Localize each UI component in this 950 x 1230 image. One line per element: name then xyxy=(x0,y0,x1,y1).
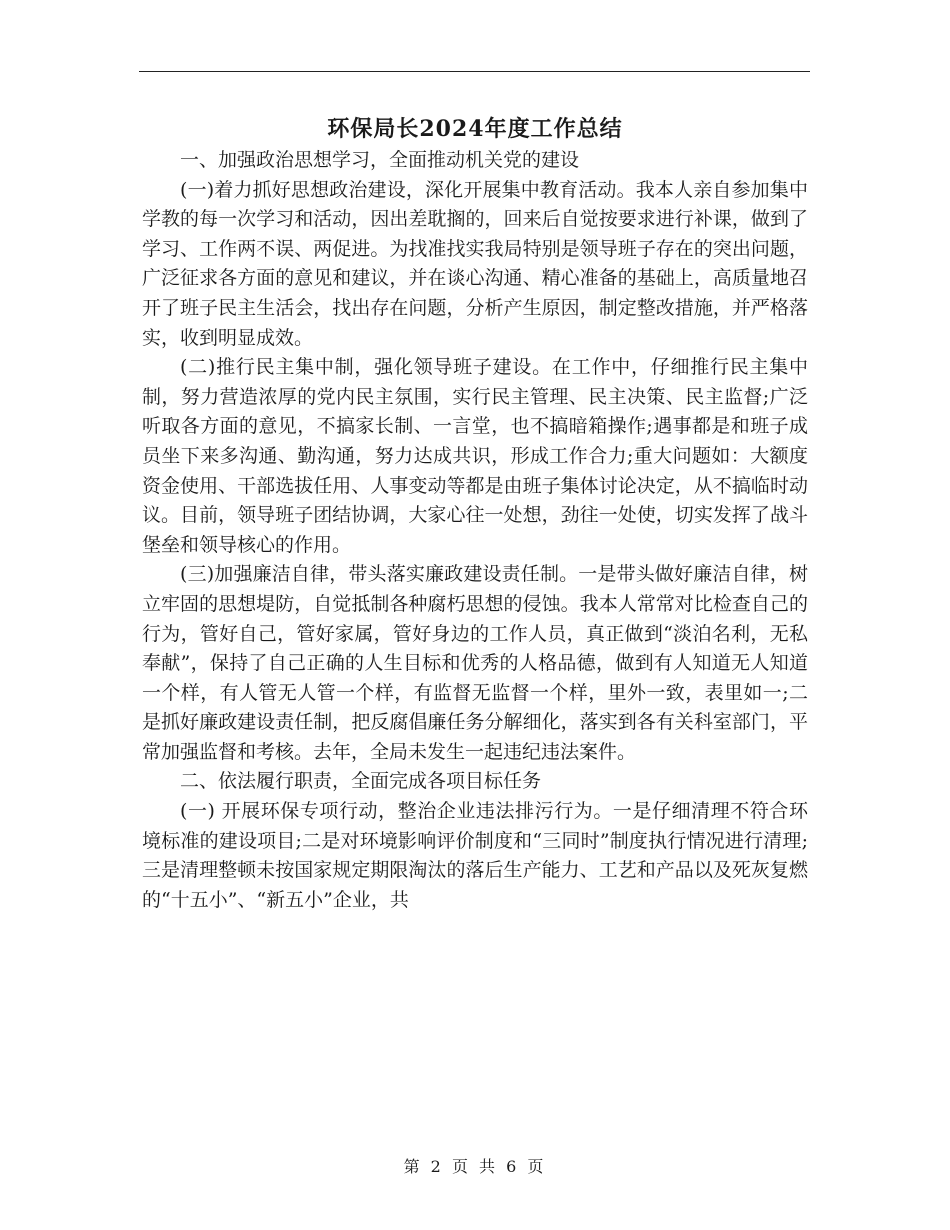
document-title: 环保局长2024年度工作总结 xyxy=(327,116,623,142)
paragraph-2-1: (一) 开展环保专项行动，整治企业违法排污行为。一是仔细清理不符合环境标准的建设项目;二是对环境影响评价制度和“三同时”制度执行情况进行清理;三是清理整顿未按国家规定期限淘汰的落后生产能力、工艺和产品以及死灰复燃的“十五小”、“新五小”企业，共 xyxy=(142,800,808,911)
paragraph-1-3: (三)加强廉洁自律，带头落实廉政建设责任制。一是带头做好廉洁自律，树立牢固的思想堤防，自觉抵制各种腐朽思想的侵蚀。我本人常常对比检查自己的行为，管好自己，管好家属，管好身边的工作人员，真正做到“淡泊名利，无私奉献”，保持了自己正确的人生目标和优秀的人格品德，做到有人知道无人知道一个样，有人管无人管一个样，有监督无监督一个样，里外一致，表里如一;二是抓好廉政建设责任制，把反腐倡廉任务分解细化，落实到各有关科室部门，平常加强监督和考核。去年，全局未发生一起违纪违法案件。 xyxy=(142,563,808,763)
paragraph-1-2: (二)推行民主集中制，强化领导班子建设。在工作中，仔细推行民主集中制，努力营造浓厚的党内民主氛围，实行民主管理、民主决策、民主监督;广泛听取各方面的意见，不搞家长制、一言堂，也不搞暗箱操作;遇事都是和班子成员坐下来多沟通、勤沟通，努力达成共识，形成工作合力;重大问题如：大额度资金使用、干部选拔任用、人事变动等都是由班子集体讨论决定，从不搞临时动议。目前，领导班子团结协调，大家心往一处想，劲往一处使，切实发挥了战斗堡垒和领导核心的作用。 xyxy=(142,356,808,556)
page-footer: 第 2 页 共 6 页 xyxy=(403,1157,547,1176)
document-body xyxy=(142,146,808,915)
paragraph-1-1: (一)着力抓好思想政治建设，深化开展集中教育活动。我本人亲自参加集中学教的每一次学习和活动，因出差耽搁的，回来后自觉按要求进行补课，做到了学习、工作两不误、两促进。为找准找实我局特别是领导班子存在的突出问题，广泛征求各方面的意见和建议，并在谈心沟通、精心准备的基础上，高质量地召开了班子民主生活会，找出存在问题，分析产生原因，制定整改措施，并严格落实，收到明显成效。 xyxy=(142,178,808,349)
section-heading-2: 二、依法履行职责，全面完成各项目标任务 xyxy=(180,770,542,793)
section-heading-1: 一、加强政治思想学习，全面推动机关党的建设 xyxy=(180,149,580,171)
header-rule xyxy=(139,71,810,72)
